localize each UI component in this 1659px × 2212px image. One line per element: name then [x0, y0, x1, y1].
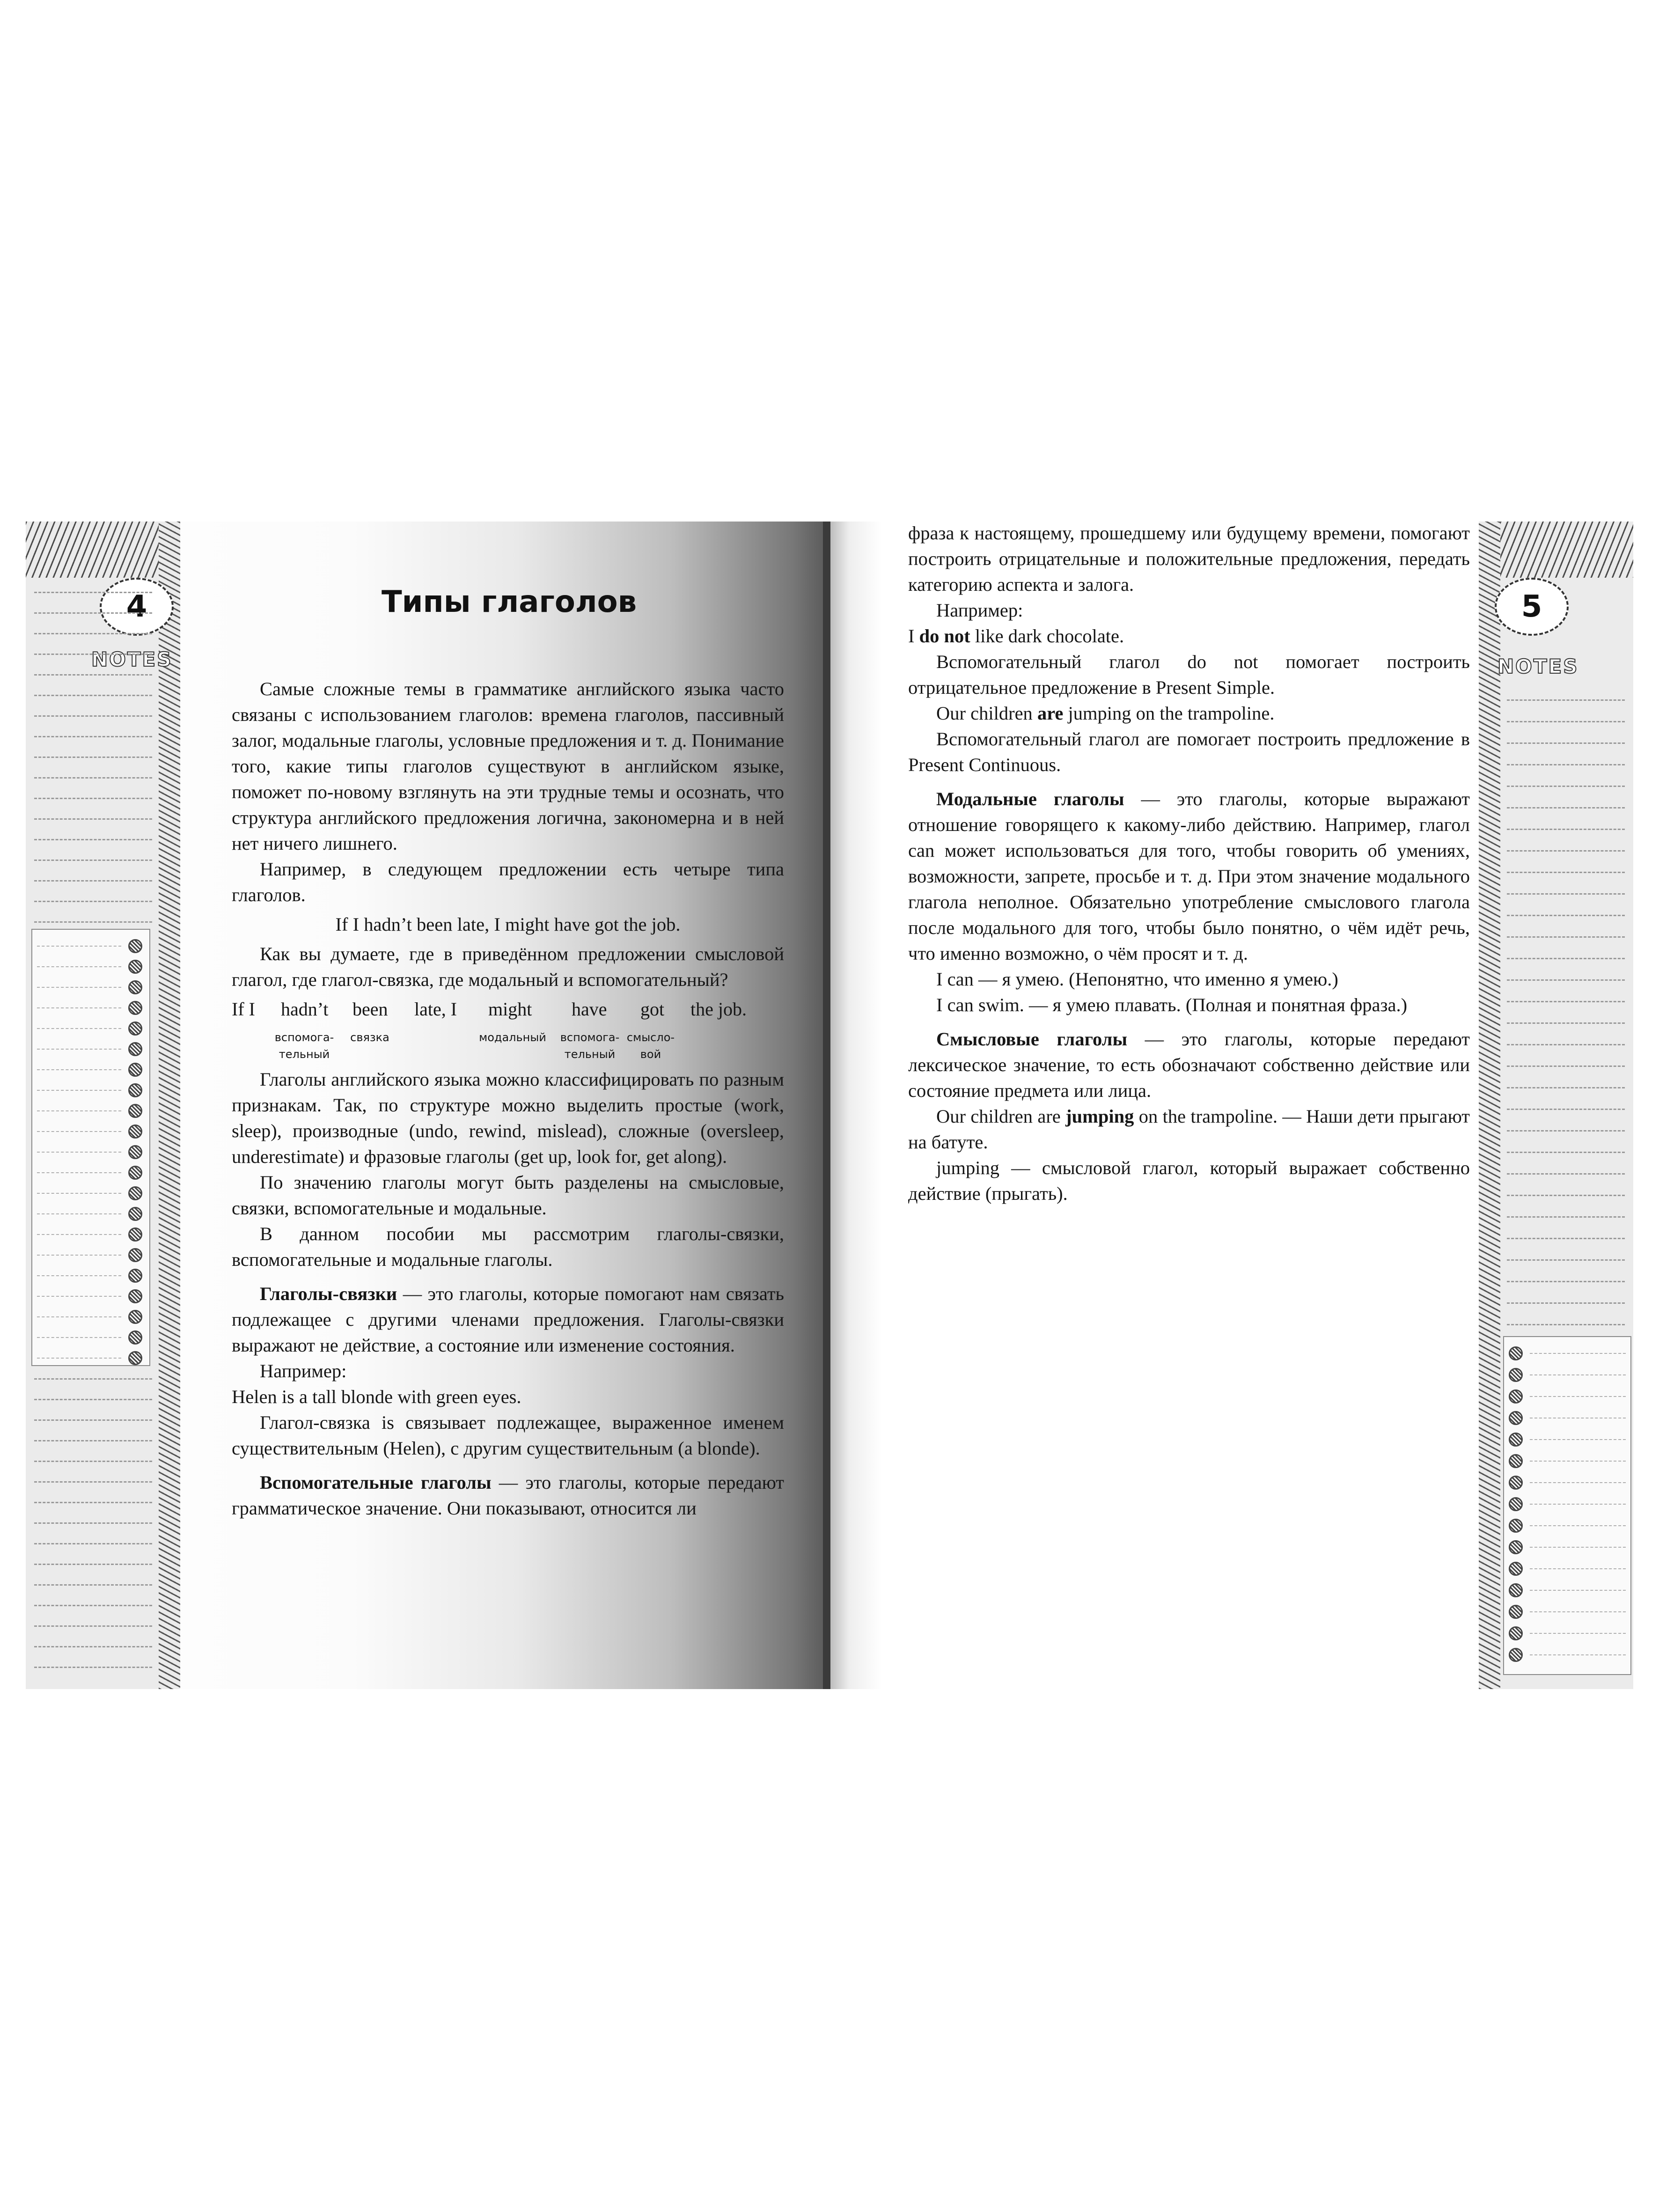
- notes-rule-line: [34, 777, 152, 779]
- term-bold: are: [1037, 703, 1064, 724]
- notes-card-line: [1530, 1439, 1626, 1440]
- notes-rule-line: [1507, 721, 1625, 722]
- term-bold: jumping: [1065, 1106, 1134, 1127]
- paragraph: Глаголы английского языка можно классифицировать по разным признакам. Так, по структуре можно выделить простые (work, sleep), производные (undo, rewind, mislead), сложные (oversleep, underestimate) и фразовые глаголы (get up, look for, get along).: [232, 1069, 784, 1167]
- notes-rule-line: [34, 1667, 152, 1668]
- notes-rule-line: [34, 654, 152, 655]
- notes-card-line: [37, 1090, 121, 1091]
- notes-rule-line: [1507, 1130, 1625, 1132]
- spiral-ring-icon: [128, 939, 142, 953]
- spiral-ring-icon: [128, 1083, 142, 1097]
- term-bold: Глаголы-связки: [260, 1283, 397, 1304]
- paragraph: Вспомогательный глагол are помогает построить предложение в Present Continuous.: [908, 728, 1470, 775]
- spiral-ring-icon: [128, 1001, 142, 1015]
- spiral-ring-icon: [128, 1269, 142, 1283]
- notes-card-line: [1530, 1353, 1626, 1354]
- notes-rule-line: [1507, 1152, 1625, 1153]
- notes-rule-line: [1507, 1259, 1625, 1261]
- spiral-ring-icon: [1509, 1583, 1523, 1597]
- right-page: [830, 522, 1633, 1689]
- paragraph: I can swim. — я умею плавать. (Полная и понятная фраза.): [936, 994, 1408, 1015]
- spiral-ring-icon: [1509, 1626, 1523, 1640]
- spiral-ring-icon: [1509, 1454, 1523, 1468]
- paragraph-text: on the trampoline. — Наши дети прыгают на батуте.: [908, 1106, 1470, 1153]
- notes-rule-line: [1507, 1195, 1625, 1196]
- notes-card-line: [37, 1255, 121, 1256]
- notes-rule-line: [1507, 1173, 1625, 1175]
- verb-label: вспомога- тельный: [560, 1031, 620, 1061]
- verb-word: been: [352, 999, 388, 1020]
- paragraph-text: jumping on the trampoline.: [1063, 703, 1275, 724]
- book-spread: [26, 522, 1633, 1689]
- notes-card-line: [1530, 1611, 1626, 1612]
- spiral-ring-icon: [1509, 1605, 1523, 1619]
- spiral-ring-icon: [128, 1186, 142, 1200]
- notes-rule-line: [34, 1440, 152, 1441]
- notes-card-line: [1530, 1504, 1626, 1505]
- paragraph: [232, 1470, 784, 1521]
- notes-card-line: [37, 1193, 121, 1194]
- verb-word: got: [640, 999, 665, 1020]
- paragraph-text: like dark chocolate.: [970, 625, 1124, 647]
- notes-rule-line: [1507, 915, 1625, 916]
- paragraph: jumping — смысловой глагол, который выражает собственно действие (прыгать).: [908, 1157, 1470, 1204]
- notes-rule-line: [34, 1605, 152, 1606]
- paragraph: Helen is a tall blonde with green eyes.: [232, 1386, 521, 1407]
- right-text: [908, 522, 1470, 1206]
- spiral-ring-icon: [128, 960, 142, 974]
- spiral-ring-icon: [128, 1104, 142, 1118]
- notes-rule-line: [34, 1584, 152, 1586]
- notes-rule-line: [34, 612, 152, 614]
- notes-rule-line: [1507, 1044, 1625, 1045]
- notes-rule-line: [1507, 1238, 1625, 1239]
- notes-rule-line: [34, 1502, 152, 1503]
- notes-rule-line: [34, 839, 152, 840]
- paragraph: [908, 1026, 1470, 1103]
- verb-word: If I: [232, 999, 255, 1020]
- paragraph: I can — я умею. (Непонятно, что именно я умею.): [936, 969, 1338, 990]
- notes-rule-line: [1507, 1216, 1625, 1218]
- notes-rule-line: [1507, 1087, 1625, 1088]
- notes-rule-line: [34, 798, 152, 799]
- notes-rule-line: [1507, 850, 1625, 852]
- notes-label: NOTES: [1498, 655, 1579, 678]
- notes-card-line: [1530, 1654, 1626, 1655]
- spiral-ring-icon: [1509, 1562, 1523, 1576]
- paragraph: [908, 700, 1470, 726]
- notes-rule-line: [34, 880, 152, 882]
- notes-card-line: [37, 966, 121, 967]
- notes-rule-line: [1507, 893, 1625, 895]
- spiral-ring-icon: [128, 1145, 142, 1159]
- spiral-ring-icon: [128, 1021, 142, 1036]
- notes-rule-line: [34, 674, 152, 676]
- notes-card: [31, 929, 150, 1366]
- verb-word: have: [572, 999, 607, 1020]
- paragraph: [232, 1281, 784, 1358]
- verb-word: the job.: [690, 999, 747, 1020]
- notes-card-line: [37, 1069, 121, 1070]
- paragraph-text: — это глаголы, которые помогают нам связать подлежащее с другими членами предложения. Глаголы-связки выражают не действие, а состояние или изменение состояния.: [232, 1283, 784, 1356]
- notes-rule-line: [1507, 699, 1625, 701]
- notes-rule-line: [34, 1646, 152, 1647]
- paragraph: Вспомогательный глагол do not помогает построить отрицательное предложение в Present Simple.: [908, 651, 1470, 698]
- page-title: Типы глаголов: [382, 585, 637, 619]
- notes-rule-line: [1507, 1281, 1625, 1282]
- notes-card: [1503, 1336, 1631, 1675]
- notes-card-line: [1530, 1568, 1626, 1569]
- term-bold: Смысловые глаголы: [936, 1029, 1128, 1050]
- paragraph: [908, 623, 1470, 649]
- notes-rule-line: [34, 1564, 152, 1565]
- spiral-ring-icon: [1509, 1497, 1523, 1511]
- notes-rule-line: [1507, 1324, 1625, 1325]
- notes-rule-line: [34, 1481, 152, 1483]
- notes-card-line: [37, 1213, 121, 1214]
- notes-card-line: [37, 987, 121, 988]
- notes-rule-line: [1507, 936, 1625, 938]
- notes-card-line: [1530, 1633, 1626, 1634]
- hatch-decoration: [1479, 522, 1500, 1689]
- spiral-ring-icon: [128, 980, 142, 994]
- left-notes-column: [26, 522, 180, 1689]
- term-bold: Модальные глаголы: [936, 788, 1124, 809]
- verb-label: модальный: [479, 1031, 546, 1044]
- verb-word: hadn’t: [281, 999, 329, 1020]
- notes-card-line: [37, 1234, 121, 1235]
- notes-rule-line: [34, 1625, 152, 1627]
- paragraph-text: — это глаголы, которые выражают отношение говорящего к какому-либо действию. Например, глагол can может использоваться для того, чтобы говорить об умениях, возможности, запрете, просьбе и т. д. При этом значение модального глагола неполное. Обязательно употребление смыслового глагола после модального для того, чтобы было понятно, о чём идёт речь, что именно возможно, о чём просят и т. д.: [908, 788, 1470, 964]
- notes-rule-line: [1507, 807, 1625, 808]
- paragraph-text: Our children are: [936, 1106, 1066, 1127]
- notes-label: NOTES: [91, 648, 173, 671]
- notes-card-line: [37, 1007, 121, 1008]
- spiral-ring-icon: [1509, 1368, 1523, 1382]
- spiral-ring-icon: [1509, 1476, 1523, 1490]
- notes-rule-line: [1507, 872, 1625, 873]
- paragraph: [908, 1103, 1470, 1155]
- left-text: [232, 676, 784, 1521]
- paragraph: Например:: [936, 600, 1023, 621]
- notes-card-line: [37, 1358, 121, 1359]
- spiral-ring-icon: [128, 1166, 142, 1180]
- notes-rule-line: [1507, 786, 1625, 787]
- notes-card-line: [37, 1028, 121, 1029]
- notes-card-line: [37, 946, 121, 947]
- notes-card-line: [1530, 1590, 1626, 1591]
- paragraph-text: Our children: [936, 703, 1037, 724]
- spiral-ring-icon: [128, 1289, 142, 1303]
- notes-card-line: [37, 1131, 121, 1132]
- notes-card-line: [1530, 1396, 1626, 1397]
- notes-card-line: [1530, 1525, 1626, 1526]
- verb-label: вспомога- тельный: [274, 1031, 334, 1061]
- hatch-decoration: [159, 522, 180, 1689]
- notes-card-line: [1530, 1482, 1626, 1483]
- notes-rule-line: [34, 757, 152, 758]
- notes-card-line: [37, 1316, 121, 1317]
- spiral-ring-icon: [128, 1227, 142, 1242]
- paragraph: Например:: [260, 1360, 347, 1382]
- notes-card-line: [37, 1172, 121, 1173]
- notes-card-line: [37, 1152, 121, 1153]
- spiral-ring-icon: [128, 1207, 142, 1221]
- paragraph: фраза к настоящему, прошедшему или будущему времени, помогают построить отрицательные и положительные предложения, передать категорию аспекта и залога.: [908, 522, 1470, 595]
- hatch-decoration: [1479, 522, 1633, 578]
- verb-word: late, I: [414, 999, 457, 1020]
- paragraph: Например, в следующем предложении есть четыре типа глаголов.: [232, 859, 784, 905]
- spiral-ring-icon: [1509, 1648, 1523, 1662]
- notes-rule-line: [34, 901, 152, 902]
- notes-card-line: [37, 1275, 121, 1276]
- left-page: [26, 522, 824, 1689]
- notes-rule-line: [34, 860, 152, 861]
- notes-rule-line: [1507, 742, 1625, 744]
- paragraph: Как вы думаете, где в приведённом предложении смысловой глагол, где глагол-связка, где модальный и вспомогательный?: [232, 943, 784, 990]
- notes-card-line: [37, 1337, 121, 1338]
- right-notes-column: [1479, 522, 1633, 1689]
- notes-rule-line: [34, 592, 152, 593]
- notes-card-line: [1530, 1547, 1626, 1548]
- paragraph: В данном пособии мы рассмотрим глаголы-связки, вспомогательные и модальные глаголы.: [232, 1223, 784, 1270]
- spiral-ring-icon: [128, 1042, 142, 1056]
- notes-card-line: [1530, 1374, 1626, 1375]
- hatch-decoration: [26, 522, 180, 578]
- spiral-ring-icon: [1509, 1540, 1523, 1554]
- spiral-ring-icon: [128, 1310, 142, 1324]
- paragraph: [908, 786, 1470, 966]
- notes-rule-line: [34, 921, 152, 923]
- paragraph: Самые сложные темы в грамматике английского языка часто связаны с использованием глаголов: времена глаголов, пассивный залог, модальные глаголы, условные предложения и т. д. Понимание того, какие типы глаголов существуют в английском языке, поможет по-новому взглянуть на эти трудные темы и осознать, что структура английского предложения логична, закономерна и в ней нет ничего лишнего.: [232, 678, 784, 854]
- verb-breakdown: [232, 996, 784, 1066]
- example-sentence: If I hadn’t been late, I might have got the job.: [335, 914, 681, 935]
- spiral-ring-icon: [1509, 1519, 1523, 1533]
- spiral-ring-icon: [128, 1124, 142, 1139]
- spiral-ring-icon: [128, 1351, 142, 1365]
- notes-rule-line: [1507, 979, 1625, 981]
- notes-rule-line: [34, 1461, 152, 1462]
- verb-word: might: [488, 999, 532, 1020]
- notes-rule-line: [1507, 1109, 1625, 1110]
- spiral-ring-icon: [1509, 1433, 1523, 1447]
- verb-label: связка: [350, 1031, 389, 1044]
- spiral-ring-icon: [128, 1248, 142, 1262]
- term-bold: Вспомогательные глаголы: [260, 1472, 492, 1493]
- notes-rule-line: [34, 1419, 152, 1421]
- spiral-ring-icon: [1509, 1346, 1523, 1360]
- notes-rule-line: [34, 1522, 152, 1524]
- spiral-ring-icon: [1509, 1411, 1523, 1425]
- notes-rule-line: [1507, 1022, 1625, 1024]
- notes-card-line: [37, 1049, 121, 1050]
- notes-rule-line: [34, 633, 152, 634]
- notes-rule-line: [1507, 1001, 1625, 1002]
- spiral-ring-icon: [128, 1330, 142, 1345]
- paragraph: По значению глаголы могут быть разделены на смысловые, связки, вспомогательные и модальные.: [232, 1172, 784, 1219]
- spiral-ring-icon: [128, 1063, 142, 1077]
- notes-rule-line: [34, 1543, 152, 1544]
- notes-rule-line: [34, 818, 152, 820]
- notes-card-line: [1530, 1461, 1626, 1462]
- spiral-ring-icon: [1509, 1389, 1523, 1404]
- paragraph-text: — это глаголы, которые передают грамматическое значение. Они показывают, относится ли: [232, 1472, 785, 1519]
- notes-card-line: [37, 1110, 121, 1111]
- page-number: 4: [100, 578, 174, 636]
- paragraph-text: I: [908, 625, 919, 647]
- notes-rule-line: [1507, 1302, 1625, 1304]
- notes-card-line: [37, 1296, 121, 1297]
- notes-rule-line: [34, 736, 152, 737]
- paragraph: Глагол-связка is связывает подлежащее, выраженное именем существительным (Helen), с другим существительным (a blonde).: [232, 1412, 784, 1459]
- notes-rule-line: [1507, 764, 1625, 765]
- verb-label: смысло- вой: [626, 1031, 675, 1061]
- notes-rule-line: [34, 715, 152, 717]
- notes-rule-line: [1507, 958, 1625, 959]
- notes-rule-line: [1507, 1066, 1625, 1067]
- notes-rule-line: [1507, 829, 1625, 830]
- notes-rule-line: [34, 1399, 152, 1400]
- notes-rule-line: [34, 1378, 152, 1380]
- term-bold: do not: [919, 625, 970, 647]
- paragraph-text: — это глаголы, которые передают лексическое значение, то есть обозначают собственно действие или состояние предмета или лица.: [908, 1029, 1470, 1101]
- page-number: 5: [1495, 578, 1569, 636]
- notes-rule-line: [34, 695, 152, 696]
